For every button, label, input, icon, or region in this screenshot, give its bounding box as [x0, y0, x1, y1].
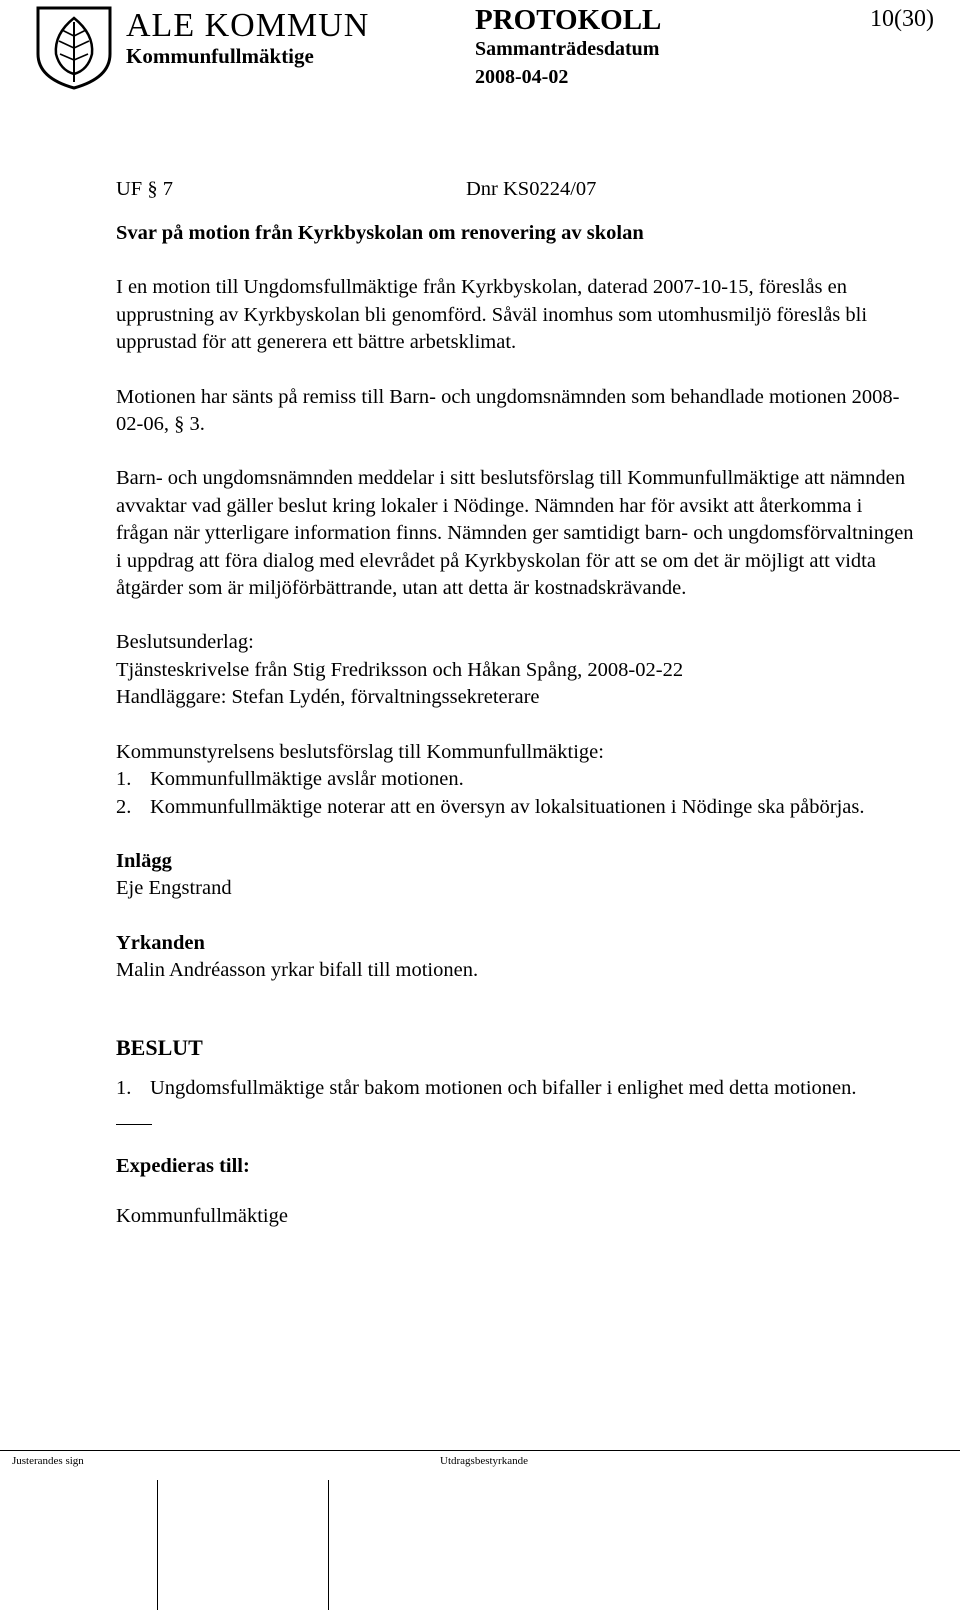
meeting-date-label: Sammanträdesdatum [475, 38, 660, 60]
signature-box-divider [157, 1480, 158, 1610]
proposal-list [116, 766, 916, 821]
footer-divider [0, 1450, 960, 1451]
contribution-text: Eje Engstrand [116, 877, 232, 900]
paragraph: I en motion till Ungdomsfullmäktige från Kyrkbyskolan, daterad 2007-10-15, föreslås en upprustning av Kyrkbyskolan bli genomförd. Såväl inomhus som utomhusmiljö föreslås bli upprustad för att generera ett bättre arbetsklimat. [116, 276, 868, 354]
item-number: 1. [116, 768, 132, 791]
list-item [116, 766, 916, 793]
item-number: 1. [116, 1076, 132, 1099]
leaf-shield-logo-icon [32, 4, 116, 90]
item-number: 2. [116, 795, 132, 818]
extract-certification-label: Utdragsbestyrkande [440, 1455, 528, 1467]
signature-box-divider [328, 1480, 329, 1610]
item-text: Kommunfullmäktige noterar att en översyn av lokalsituationen i Nödinge ska påbörjas. [150, 795, 865, 818]
case-title: Svar på motion från Kyrkbyskolan om renovering av skolan [116, 222, 644, 244]
basis-line: Handläggare: Stefan Lydén, förvaltningssekreterare [116, 686, 540, 709]
list-item [116, 1075, 916, 1102]
case-number: Dnr KS0224/07 [466, 178, 597, 200]
paragraph: Motionen har sänts på remiss till Barn- och ungdomsnämnden som behandlade motionen 2008-02-06, § 3. [116, 385, 900, 436]
organization-name: ALE KOMMUN [126, 7, 370, 44]
motions-heading: Yrkanden [116, 931, 205, 954]
item-text: Ungdomsfullmäktige står bakom motionen och bifaller i enlighet med detta motionen. [150, 1076, 857, 1099]
paragraph: Barn- och ungdomsnämnden meddelar i sitt beslutsförslag till Kommunfullmäktige att nämnden avvaktar vad gäller beslut kring lokaler i Nödinge. Nämnden har för avsikt att återkomma i frågan när ytterligare information finns. Nämnden ger samtidigt barn- och ungdomsförvaltningen i uppdrag att föra dialog med elevrådet på Kyrkbyskolan för att se om det är möjligt att vidta åtgärder som är miljöförbättrande, utan att detta är kostnadskrävande. [116, 467, 914, 600]
page-number: 10(30) [870, 6, 934, 32]
decision-heading: BESLUT [116, 1034, 203, 1060]
item-text: Kommunfullmäktige avslår motionen. [150, 768, 464, 791]
meeting-date: 2008-04-02 [475, 66, 569, 88]
signature-label: Justerandes sign [12, 1455, 84, 1467]
document-body [116, 176, 916, 1230]
dispatch-recipient: Kommunfullmäktige [116, 1204, 288, 1227]
organization-body: Kommunfullmäktige [126, 44, 314, 68]
contribution-heading: Inlägg [116, 849, 172, 872]
list-item [116, 794, 916, 821]
section-number: UF § 7 [116, 178, 173, 200]
proposal-label: Kommunstyrelsens beslutsförslag till Kommunfullmäktige: [116, 740, 604, 763]
basis-label: Beslutsunderlag: [116, 631, 254, 654]
case-reference-row [116, 176, 916, 203]
document-type: PROTOKOLL [475, 4, 662, 36]
basis-line: Tjänsteskrivelse från Stig Fredriksson och Håkan Spång, 2008-02-22 [116, 658, 684, 681]
dispatch-heading: Expedieras till: [116, 1155, 250, 1178]
separator-rule [116, 1124, 152, 1125]
decision-list [116, 1075, 916, 1102]
motions-text: Malin Andréasson yrkar bifall till motionen. [116, 959, 479, 982]
